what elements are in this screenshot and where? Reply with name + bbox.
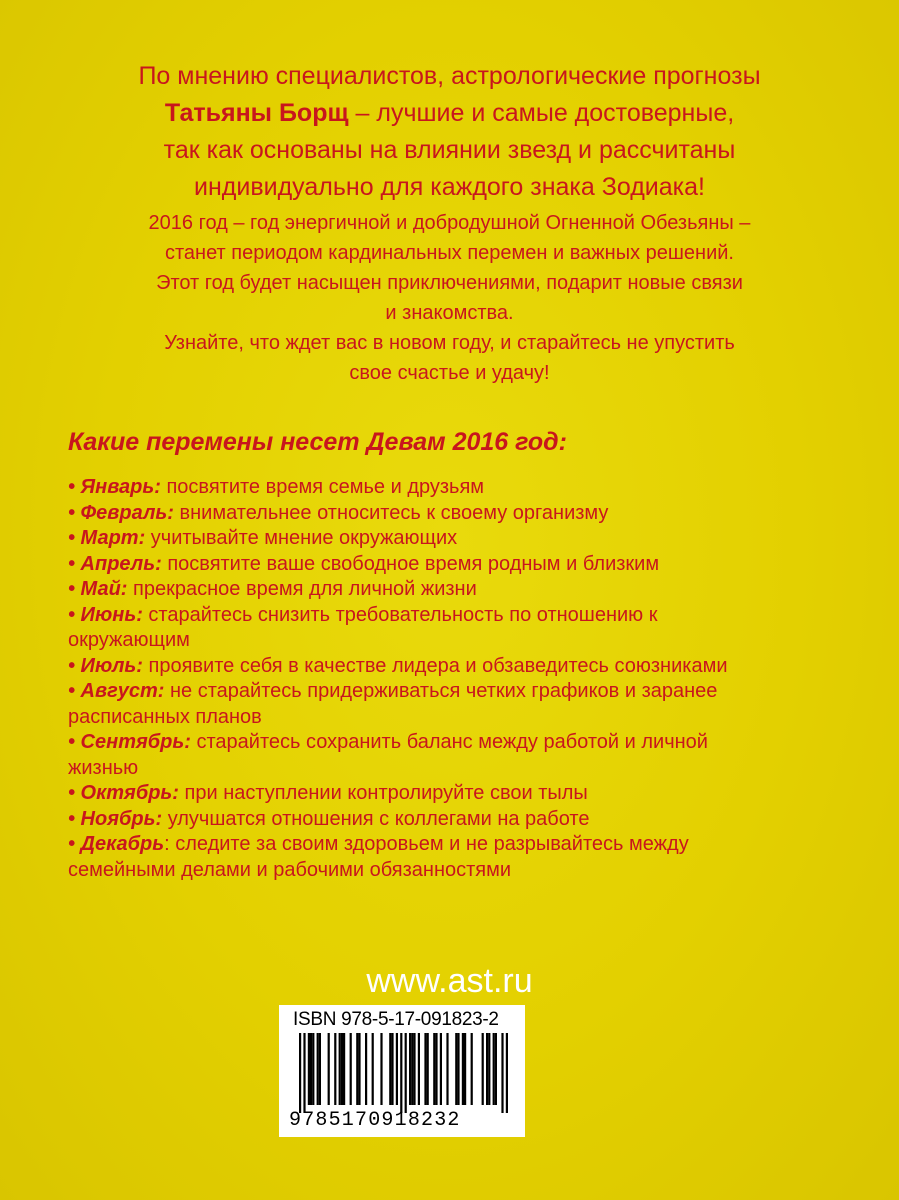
barcode-label [279, 1005, 525, 1137]
list-item [68, 679, 788, 730]
month-text: посвятите время семье и друзьям [160, 476, 485, 498]
barcode-bar [457, 1033, 459, 1105]
barcode-bar [464, 1033, 466, 1105]
month-name: • Июнь: [68, 603, 143, 626]
barcode-bar [396, 1033, 398, 1105]
list-item [68, 781, 848, 807]
barcode-bar [409, 1033, 411, 1105]
list-item [68, 730, 708, 781]
barcode-bar [358, 1033, 360, 1105]
list-item [68, 577, 848, 603]
month-text: посвятите ваше свободное время родным и близким [161, 552, 660, 575]
barcode-bar [440, 1033, 442, 1105]
description-line-1: 2016 год – год энергичной и добродушной Огненной Обезьяны – [148, 212, 751, 234]
barcode-bar [317, 1033, 319, 1105]
month-text: при наступлении контролируйте свои тылы [178, 782, 588, 804]
barcode-bar [486, 1033, 488, 1105]
list-item [68, 603, 718, 654]
months-list [68, 475, 848, 883]
month-text: улучшатся отношения с коллегами на работе [162, 807, 590, 830]
barcode-bar [350, 1033, 352, 1105]
barcode-bar [435, 1033, 437, 1105]
barcode-bar [334, 1033, 336, 1105]
barcode-bar [299, 1033, 301, 1113]
month-name: • Ноябрь: [68, 807, 163, 830]
month-name: • Апрель: [68, 552, 162, 575]
intro-line-3: так как основаны на влиянии звезд и рассчитаны [163, 136, 736, 164]
month-text: не старайтесь придерживаться четких графиков и заранее расписанных планов [68, 680, 718, 728]
barcode-bar [462, 1033, 464, 1105]
description-line-3: Этот год будет насыщен приключениями, подарит новые связи [156, 272, 743, 294]
barcode-bar [389, 1033, 391, 1105]
month-name: • Февраль: [68, 501, 174, 524]
barcode-bar [427, 1033, 429, 1105]
barcode-bar [319, 1033, 321, 1105]
month-name: • Декабрь [68, 833, 165, 855]
list-item [68, 552, 848, 578]
barcode-bar [455, 1033, 457, 1105]
barcode-bar [310, 1033, 312, 1105]
barcode-bar [493, 1033, 495, 1105]
isbn-text: ISBN 978-5-17-091823-2 [293, 1009, 499, 1030]
list-item [68, 501, 848, 527]
description-block [60, 208, 839, 388]
list-item [68, 654, 848, 680]
barcode-graphic [289, 1033, 515, 1113]
month-text: проявите себя в качестве лидера и обзаведитесь союзниками [142, 654, 728, 677]
intro-line-2 [60, 95, 839, 132]
barcode-bar [328, 1033, 330, 1105]
barcode-bar [413, 1033, 415, 1105]
description-line-5: Узнайте, что ждет вас в новом году, и старайтесь не упустить [164, 332, 735, 354]
list-item [68, 807, 848, 833]
barcode-bar [308, 1033, 310, 1105]
barcode-bar [380, 1033, 382, 1105]
author-name: Татьяны Борщ [164, 99, 349, 127]
barcode-bar [356, 1033, 358, 1105]
barcode-bar [339, 1033, 341, 1105]
barcode-bar [471, 1033, 473, 1105]
barcode-bar [433, 1033, 435, 1105]
months-heading: Какие перемены несет Девам 2016 год: [68, 428, 567, 456]
intro-line-1: По мнению специалистов, астрологические прогнозы [138, 62, 761, 90]
month-text: учитывайте мнение окружающих [145, 527, 458, 549]
barcode-bar [405, 1033, 407, 1113]
barcode-bar [391, 1033, 393, 1105]
barcode-bar [365, 1033, 367, 1105]
barcode-bar [501, 1033, 503, 1113]
barcode-bar [488, 1033, 490, 1105]
month-name: • Август: [68, 680, 165, 702]
barcode-bar [446, 1033, 448, 1105]
list-item [68, 526, 848, 552]
description-line-4: и знакомства. [385, 302, 514, 324]
month-text: : следите за своим здоровьем и не разрывайтесь между семейными делами и рабочими обязанностями [68, 833, 689, 881]
month-text: внимательнее относитесь к своему организму [173, 501, 609, 524]
month-name: • Сентябрь: [68, 731, 191, 753]
month-text: старайтесь сохранить баланс между работой и личной жизнью [68, 731, 708, 779]
month-name: • Март: [68, 527, 146, 549]
barcode-bar [482, 1033, 484, 1105]
list-item [68, 475, 848, 501]
barcode-digits: 9785170918232 [289, 1109, 461, 1132]
barcode-bar [303, 1033, 305, 1113]
barcode-bar [424, 1033, 426, 1105]
month-name: • Октябрь: [68, 782, 179, 804]
month-text: прекрасное время для личной жизни [127, 578, 477, 600]
list-item [68, 832, 768, 883]
month-text: старайтесь снизить требовательность по отношению к окружающим [68, 603, 658, 651]
barcode-bar [506, 1033, 508, 1113]
month-name: • Май: [68, 578, 128, 600]
month-name: • Июль: [68, 654, 143, 677]
website-url: www.ast.ru [366, 962, 533, 1000]
barcode-bar [372, 1033, 374, 1105]
intro-line-2-rest: – лучшие и самые достоверные, [348, 99, 735, 127]
month-name: • Январь: [68, 476, 161, 498]
barcode-bar [343, 1033, 345, 1105]
barcode-bar [495, 1033, 497, 1105]
description-line-6: свое счастье и удачу! [349, 362, 550, 384]
barcode-bar [411, 1033, 413, 1105]
barcode-bar [400, 1033, 402, 1113]
barcode-bar [341, 1033, 343, 1105]
barcode-bar [312, 1033, 314, 1105]
intro-paragraph [60, 58, 839, 206]
description-line-2: станет периодом кардинальных перемен и важных решений. [164, 242, 734, 264]
barcode-bar [418, 1033, 420, 1105]
intro-line-4: индивидуально для каждого знака Зодиака! [194, 173, 705, 201]
